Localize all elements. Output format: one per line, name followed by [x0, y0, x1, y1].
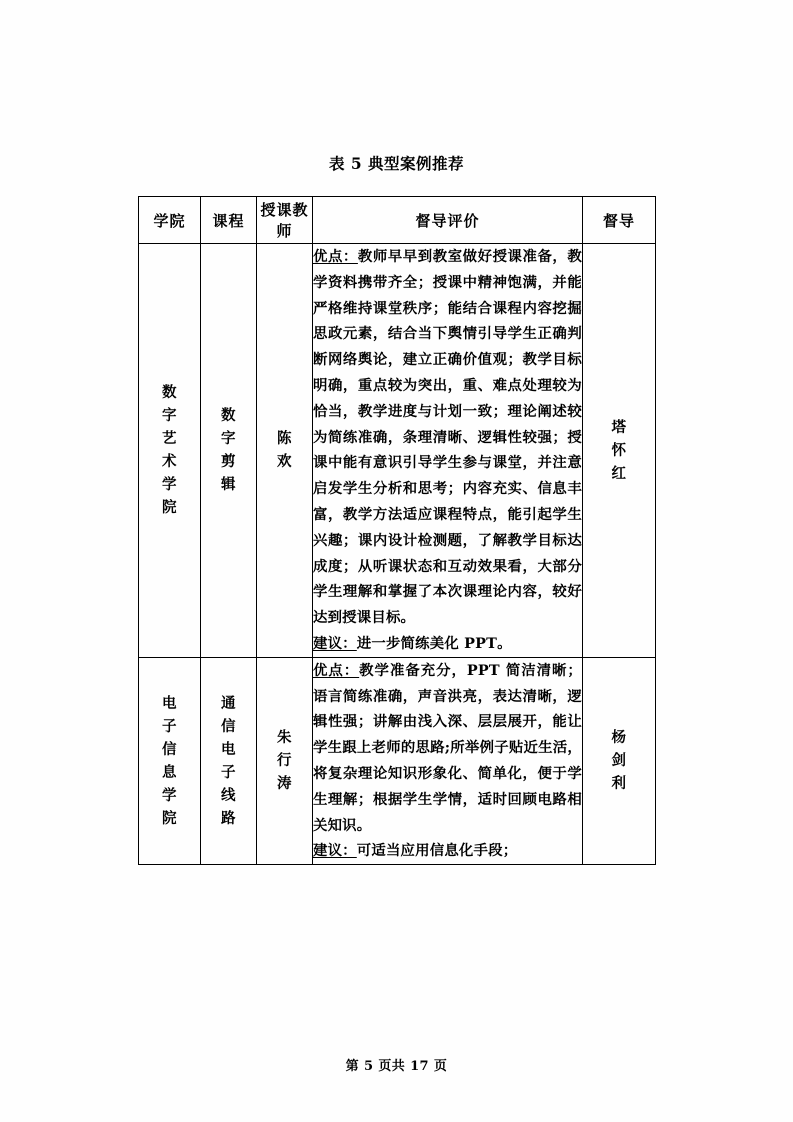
table-row [139, 657, 656, 864]
cell-supervisor [583, 244, 656, 658]
cell-teacher-text: 朱行涛 [276, 729, 292, 793]
cell-evaluation [313, 657, 583, 864]
page-footer [0, 1055, 793, 1074]
evaluation-table [138, 196, 656, 865]
cell-course-text: 数字剪辑 [220, 407, 236, 494]
cell-college [139, 244, 201, 658]
cell-college [139, 657, 201, 864]
evaluation-suggestion-label: 建议： [313, 842, 357, 860]
evaluation-advantages-text: 教学准备充分，PPT 简洁清晰；语言简练准确，声音洪亮，表达清晰，逻辑性强；讲解由浅入深、层层展开，能让学生跟上老师的思路;所举例子贴近生活，将复杂理论知识形象化、简单化，便于学生理解；根据学生学情，适时回顾电路相关知识。 [313, 661, 582, 834]
cell-supervisor-text: 杨剑利 [611, 729, 627, 793]
cell-teacher-text: 陈欢 [276, 430, 292, 471]
column-header-college: 学院 [139, 197, 201, 244]
column-header-teacher: 授课教师 [257, 197, 313, 244]
evaluation-advantages-text: 教师早早到教室做好授课准备，教学资料携带齐全；授课中精神饱满，并能严格维持课堂秩序；能结合课程内容挖掘思政元素，结合当下舆情引导学生正确判断网络舆论，建立正确价值观；教学目标明确，重点较为突出，重、难点处理较为恰当，教学进度与计划一致；理论阐述较为简练准确，条理清晰、逻辑性较强；授课中能有意识引导学生参与课堂，并注意启发学生分析和思考；内容充实、信息丰富，教学方法适应课程特点，能引起学生兴趣；课内设计检测题，了解教学目标达成度；从听课状态和互动效果看，大部分学生理解和掌握了本次课理论内容，较好达到授课目标。 [313, 248, 582, 627]
cell-supervisor [583, 657, 656, 864]
cell-evaluation [313, 244, 583, 658]
evaluation-advantages-label: 优点： [313, 661, 360, 679]
evaluation-suggestion [313, 838, 582, 864]
evaluation-suggestion [313, 631, 582, 657]
page-footer-text: 第 5 页共 17 页 [345, 1059, 448, 1074]
cell-college-text: 电子信息学院 [161, 694, 177, 827]
evaluation-advantages [313, 244, 582, 631]
cell-college-text: 数字艺术学院 [161, 384, 177, 517]
evaluation-advantages [313, 658, 582, 839]
evaluation-suggestion-text: 可适当应用信息化手段； [356, 842, 518, 860]
table-row [139, 244, 656, 658]
cell-supervisor-text: 塔怀红 [611, 418, 627, 482]
cell-course [201, 244, 257, 658]
evaluation-suggestion-label: 建议： [313, 634, 357, 652]
table-header-row [139, 197, 656, 244]
evaluation-suggestion-text: 进一步简练美化 PPT。 [356, 634, 512, 652]
cell-teacher [257, 657, 313, 864]
column-header-supervisor: 督导 [583, 197, 656, 244]
column-header-course: 课程 [201, 197, 257, 244]
cell-course [201, 657, 257, 864]
evaluation-advantages-label: 优点： [313, 248, 358, 265]
page-title: 表 5 典型案例推荐 [328, 154, 465, 173]
cell-teacher [257, 244, 313, 658]
cell-course-text: 通信电子线路 [220, 694, 236, 827]
column-header-evaluation: 督导评价 [313, 197, 583, 244]
